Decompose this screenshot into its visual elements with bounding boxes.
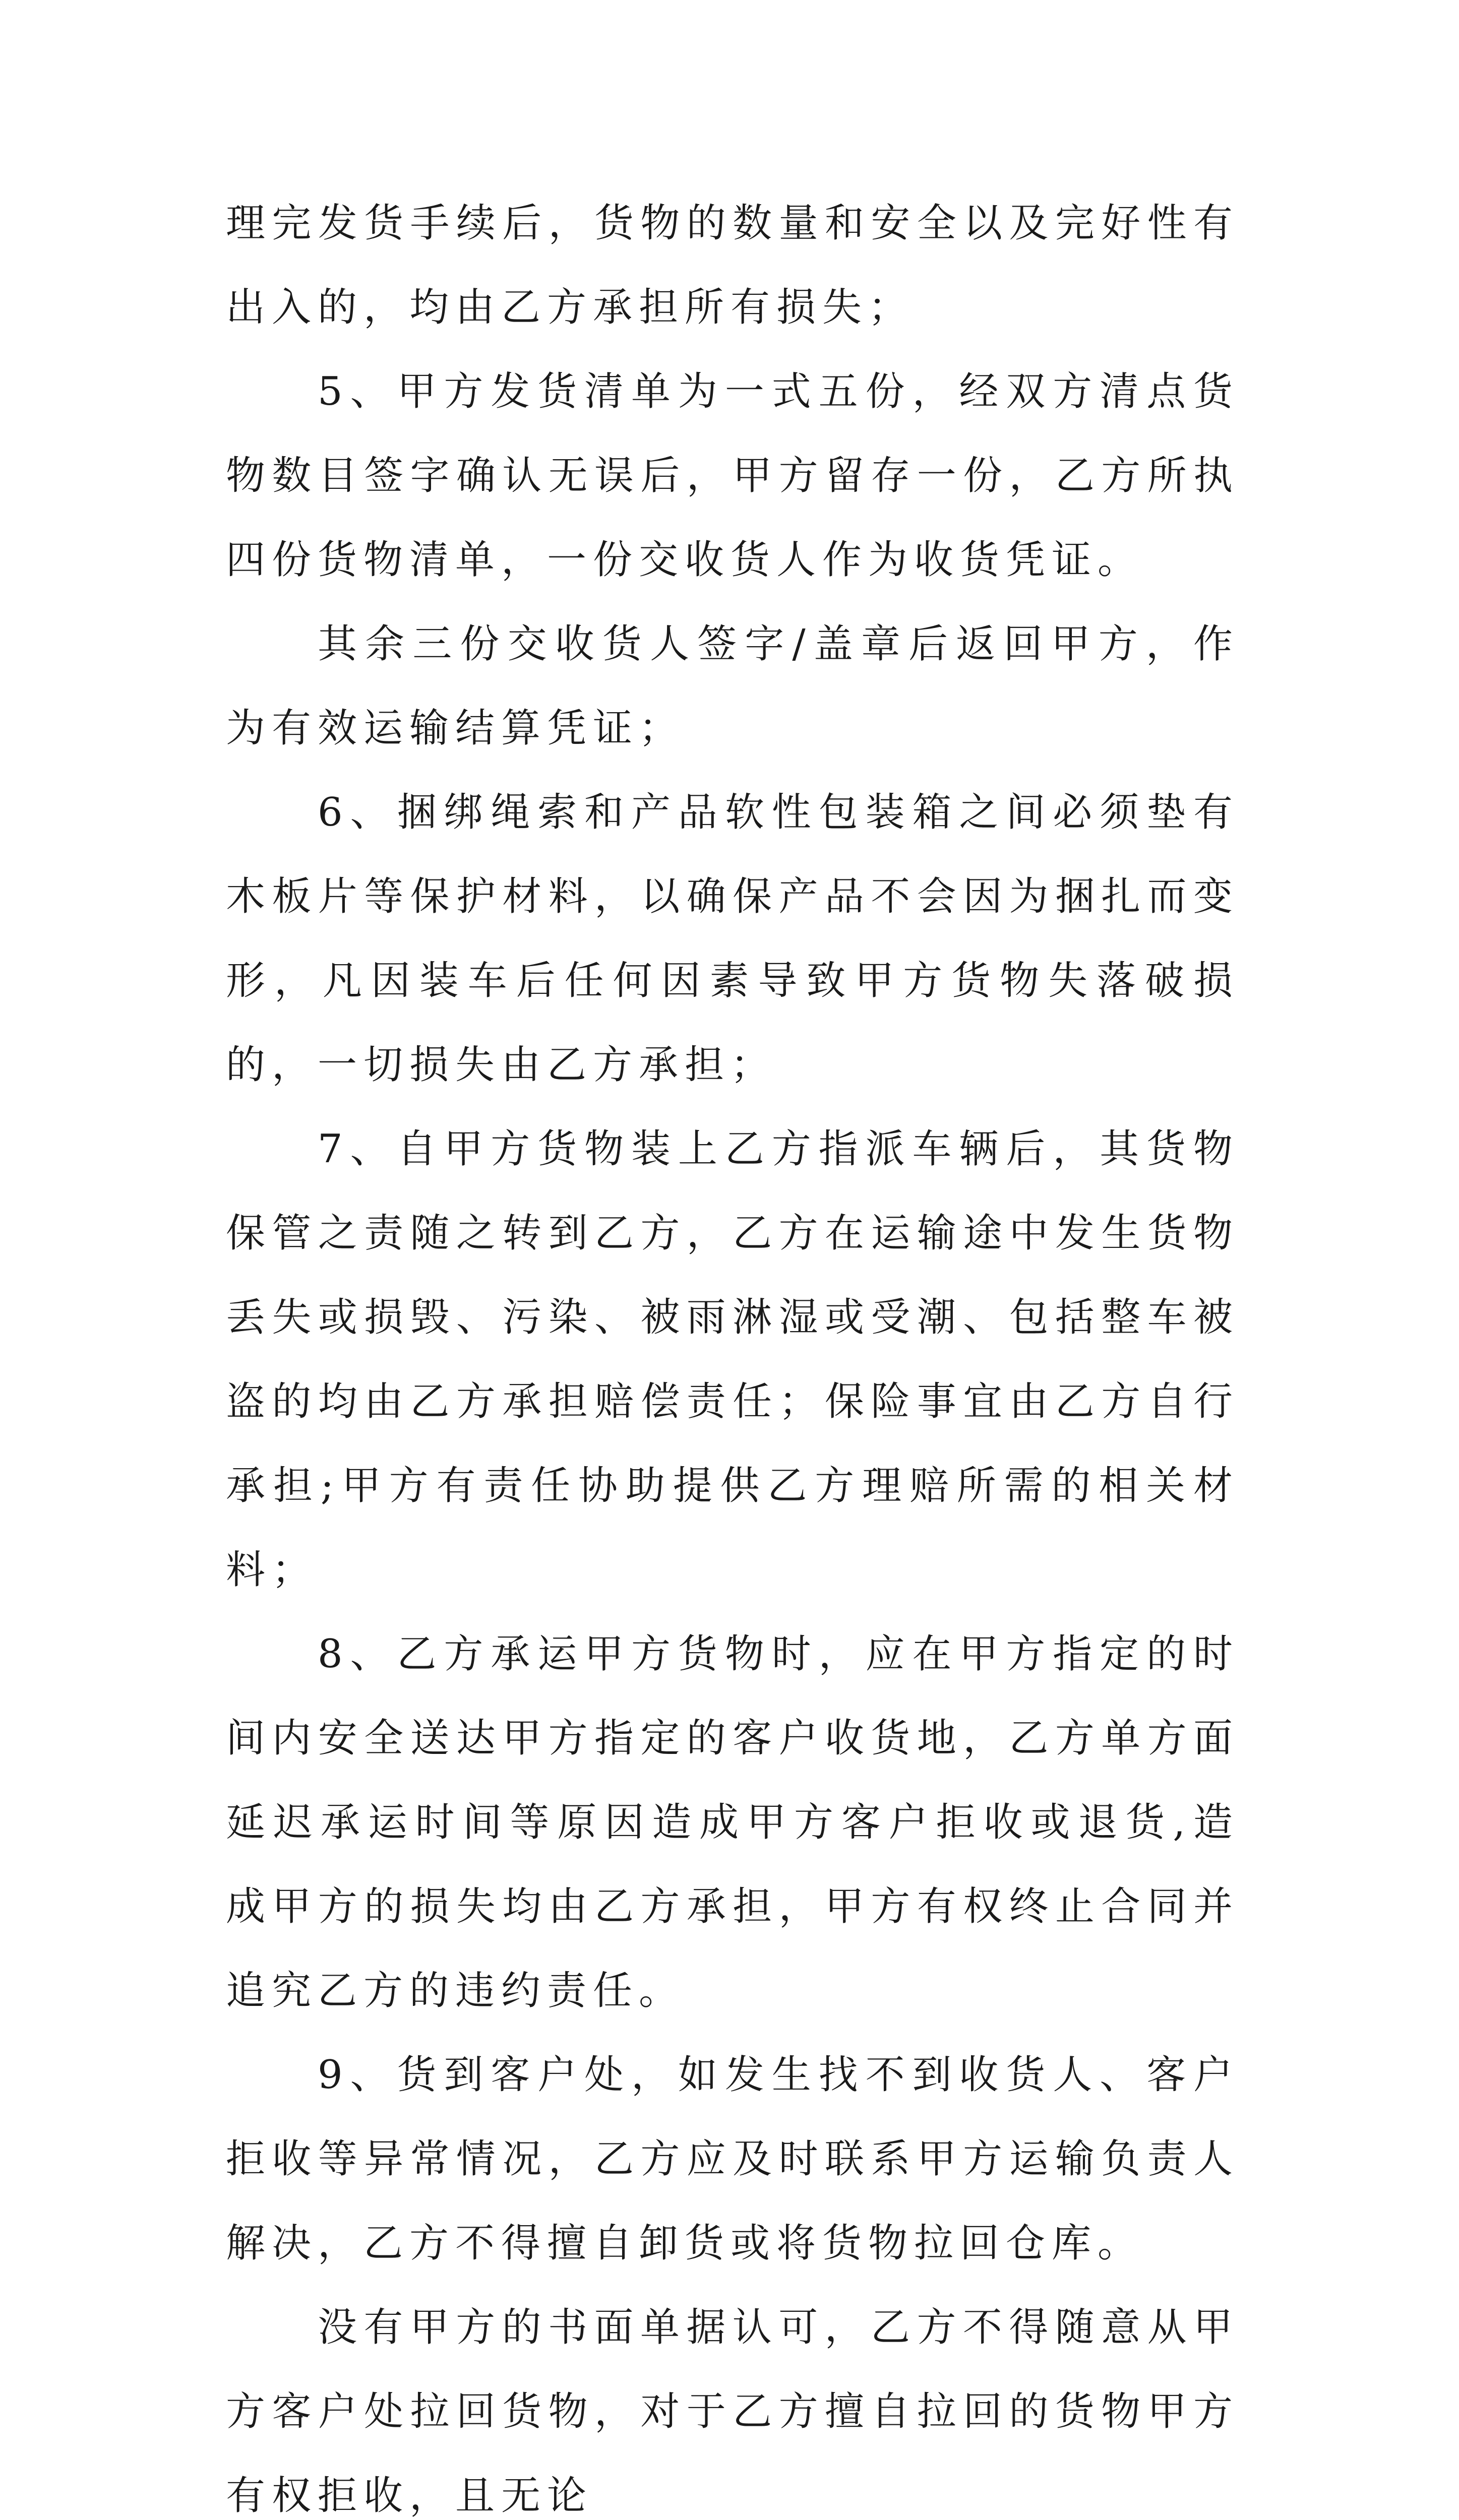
paragraph-clause-5: 5、甲方发货清单为一式五份，经双方清点货物数目签字确认无误后，甲方留存一份，乙方所执四份货物清单，一份交收货人作为收货凭证。 — [226, 369, 1239, 583]
paragraph-remaining-copies: 其余三份交收货人签字/盖章后返回甲方，作为有效运输结算凭证； — [226, 621, 1239, 751]
contract-body-text — [226, 181, 1239, 2520]
paragraph-clause-7: 7、自甲方货物装上乙方指派车辆后，其货物保管之责随之转到乙方，乙方在运输途中发生货物丢失或损毁、污染、被雨淋湿或受潮、包括整车被盗的均由乙方承担赔偿责任；保险事宜由乙方自行承担;甲方有责任协助提供乙方理赔所需的相关材料； — [226, 1126, 1239, 1593]
paragraph-written-approval: 没有甲方的书面单据认可，乙方不得随意从甲方客户处拉回货物，对于乙方擅自拉回的货物甲方有权拒收，且无论 — [226, 2305, 1239, 2518]
paragraph-clause-8: 8、乙方承运甲方货物时，应在甲方指定的时间内安全送达甲方指定的客户收货地，乙方单方面延迟承运时间等原因造成甲方客户拒收或退货,造成甲方的损失均由乙方承担，甲方有权终止合同并追究乙方的违约责任。 — [226, 1631, 1239, 2013]
paragraph-clause-6: 6、捆绑绳索和产品软性包装箱之间必须垫有木板片等保护材料，以确保产品不会因为捆扎而变形，凡因装车后任何因素导致甲方货物失落破损的，一切损失由乙方承担； — [226, 790, 1239, 1088]
paragraph-goods-liability: 理完发货手续后，货物的数量和安全以及完好性有出入的，均由乙方承担所有损失； — [226, 201, 1239, 330]
paragraph-clause-9: 9、货到客户处，如发生找不到收货人、客户拒收等异常情况，乙方应及时联系甲方运输负责人解决，乙方不得擅自卸货或将货物拉回仓库。 — [226, 2052, 1239, 2266]
